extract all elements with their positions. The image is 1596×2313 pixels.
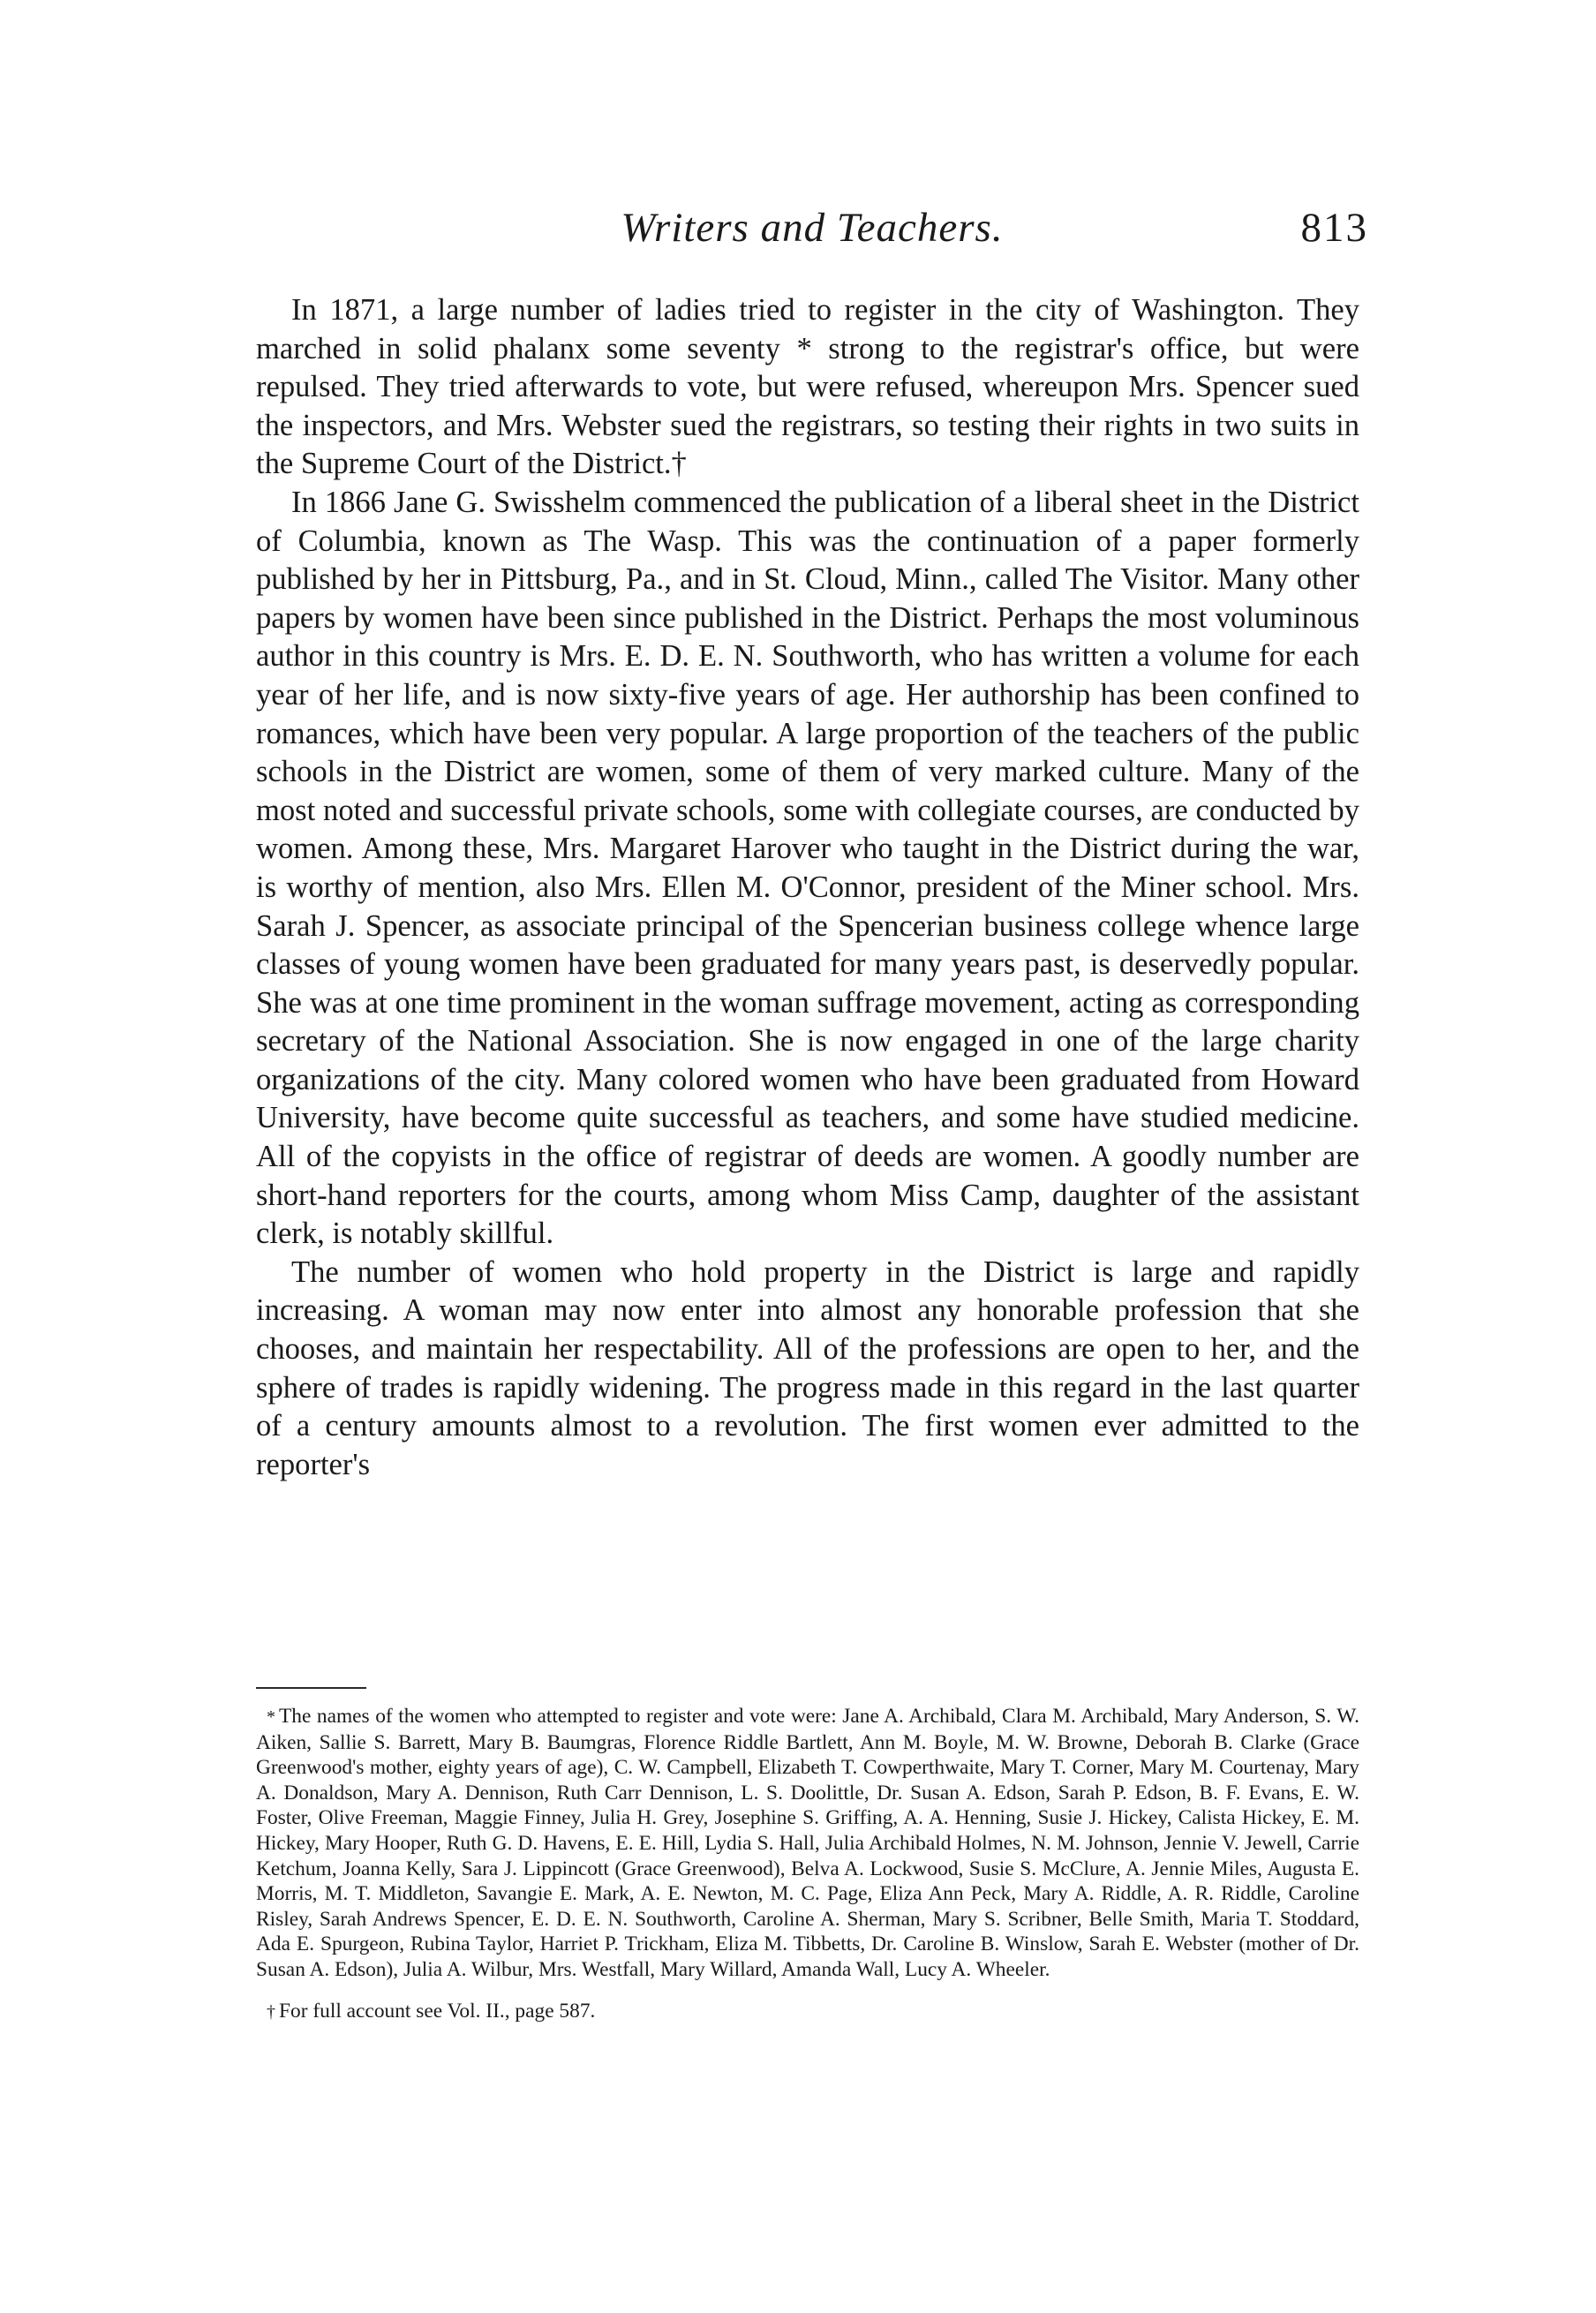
paragraph-writers-teachers: In 1866 Jane G. Swisshelm commenced the publication of a liberal sheet in the District of Columbia, known as The Wasp. This was the continuation of a paper formerly published by her in Pittsburg, Pa., and in St. Cloud, Minn., called The Visitor. Many other papers by women have been since published in the District. Perhaps the most voluminous author in this country is Mrs. E. D. E. N. Southworth, who has written a volume for each year of her life, and is now sixty-five years of age. Her authorship has been confined to romances, which have been very popular. A large proportion of the teachers of the public schools in the District are women, some of them of very marked culture. Many of the most noted and successful private schools, some with collegiate courses, are conducted by women. Among these, Mrs. Margaret Harover who taught in the District during the war, is worthy of mention, also Mrs. Ellen M. O'Connor, president of the Miner school. Mrs. Sarah J. Spencer, as associate principal of the Spencerian business college whence large classes of young women have been graduated for many years past, is deservedly popular. She was at one time prominent in the woman suffrage movement, acting as corresponding secretary of the National Association. She is now engaged in one of the large charity organizations of the city. Many colored women who have been graduated from Howard University, have become quite successful as teachers, and some have studied medicine. All of the copyists in the office of registrar of deeds are women. A goodly number are short-hand reporters for the courts, among whom Miss Camp, daughter of the assistant clerk, is notably skillful. [256, 485, 1359, 1251]
footnote-text: The names of the women who attempted to register and vote were: Jane A. Archibald, Clara M. Archibald, Mary Anderson, S. W. Aiken, Sallie S. Barrett, Mary B. Baumgras, Florence Riddle Bartlett, Ann M. Boyle, M. W. Browne, Deborah B. Clarke (Grace Greenwood's mother, eighty years of age), C. W. Campbell, Elizabeth T. Cowperthwaite, Mary T. Corner, Mary M. Courtenay, Mary A. Donaldson, Mary A. Dennison, Ruth Carr Dennison, L. S. Doolittle, Dr. Susan A. Edson, Sarah P. Edson, B. F. Evans, E. W. Foster, Olive Freeman, Maggie Finney, Julia H. Grey, Josephine S. Griffing, A. A. Henning, Susie J. Hickey, Calista Hickey, E. M. Hickey, Mary Hooper, Ruth G. D. Havens, E. E. Hill, Lydia S. Hall, Julia Archibald Holmes, N. M. Johnson, Jennie V. Jewell, Carrie Ketchum, Joanna Kelly, Sara J. Lippincott (Grace Greenwood), Belva A. Lockwood, Susie S. McClure, A. Jennie Miles, Augusta E. Morris, M. T. Middleton, Savangie E. Mark, A. E. Newton, M. C. Page, Eliza Ann Peck, Mary A. Riddle, A. R. Riddle, Caroline Risley, Sarah Andrews Spencer, E. D. E. N. Southworth, Caroline A. Sherman, Mary S. Scribner, Belle Smith, Maria T. Stoddard, Ada E. Spurgeon, Rubina Taylor, Harriet P. Trickham, Eliza M. Tibbetts, Dr. Caroline B. Winslow, Sarah E. Webster (mother of Dr. Susan A. Edson), Julia A. Wilbur, Mrs. Westfall, Mary Willard, Amanda Wall, Lucy A. Wheeler. [256, 1705, 1359, 1981]
footnote-reference [256, 1999, 1359, 2025]
paragraph-property: The number of women who hold property in the District is large and rapidly increasing. A woman may now enter into almost any honorable profession that she chooses, and maintain her respectability. All of the professions are open to her, and the sphere of trades is rapidly widening. The progress made in this regard in the last quarter of a century amounts almost to a revolution. The first women ever admitted to the reporter's [256, 1254, 1359, 1481]
page-number: 813 [1300, 205, 1368, 251]
footnotes [256, 1704, 1359, 2024]
footnote-text: For full account see Vol. II., page 587. [279, 1999, 596, 2023]
footnote-mark: † [267, 2001, 275, 2022]
running-head [256, 201, 1368, 254]
footnote-divider [256, 1687, 366, 1689]
footnote-mark: * [267, 1707, 275, 1727]
footnote-names [256, 1704, 1359, 1983]
body-text [256, 291, 1359, 1484]
running-title: Writers and Teachers. [621, 205, 1004, 251]
paragraph-registration: In 1871, a large number of ladies tried to register in the city of Washington. They marched in solid phalanx some seventy * strong to the registrar's office, but were repulsed. They tried afterwards to vote, but were refused, whereupon Mrs. Spencer sued the inspectors, and Mrs. Webster sued the registrars, so testing their rights in two suits in the Supreme Court of the District.† [256, 293, 1359, 481]
